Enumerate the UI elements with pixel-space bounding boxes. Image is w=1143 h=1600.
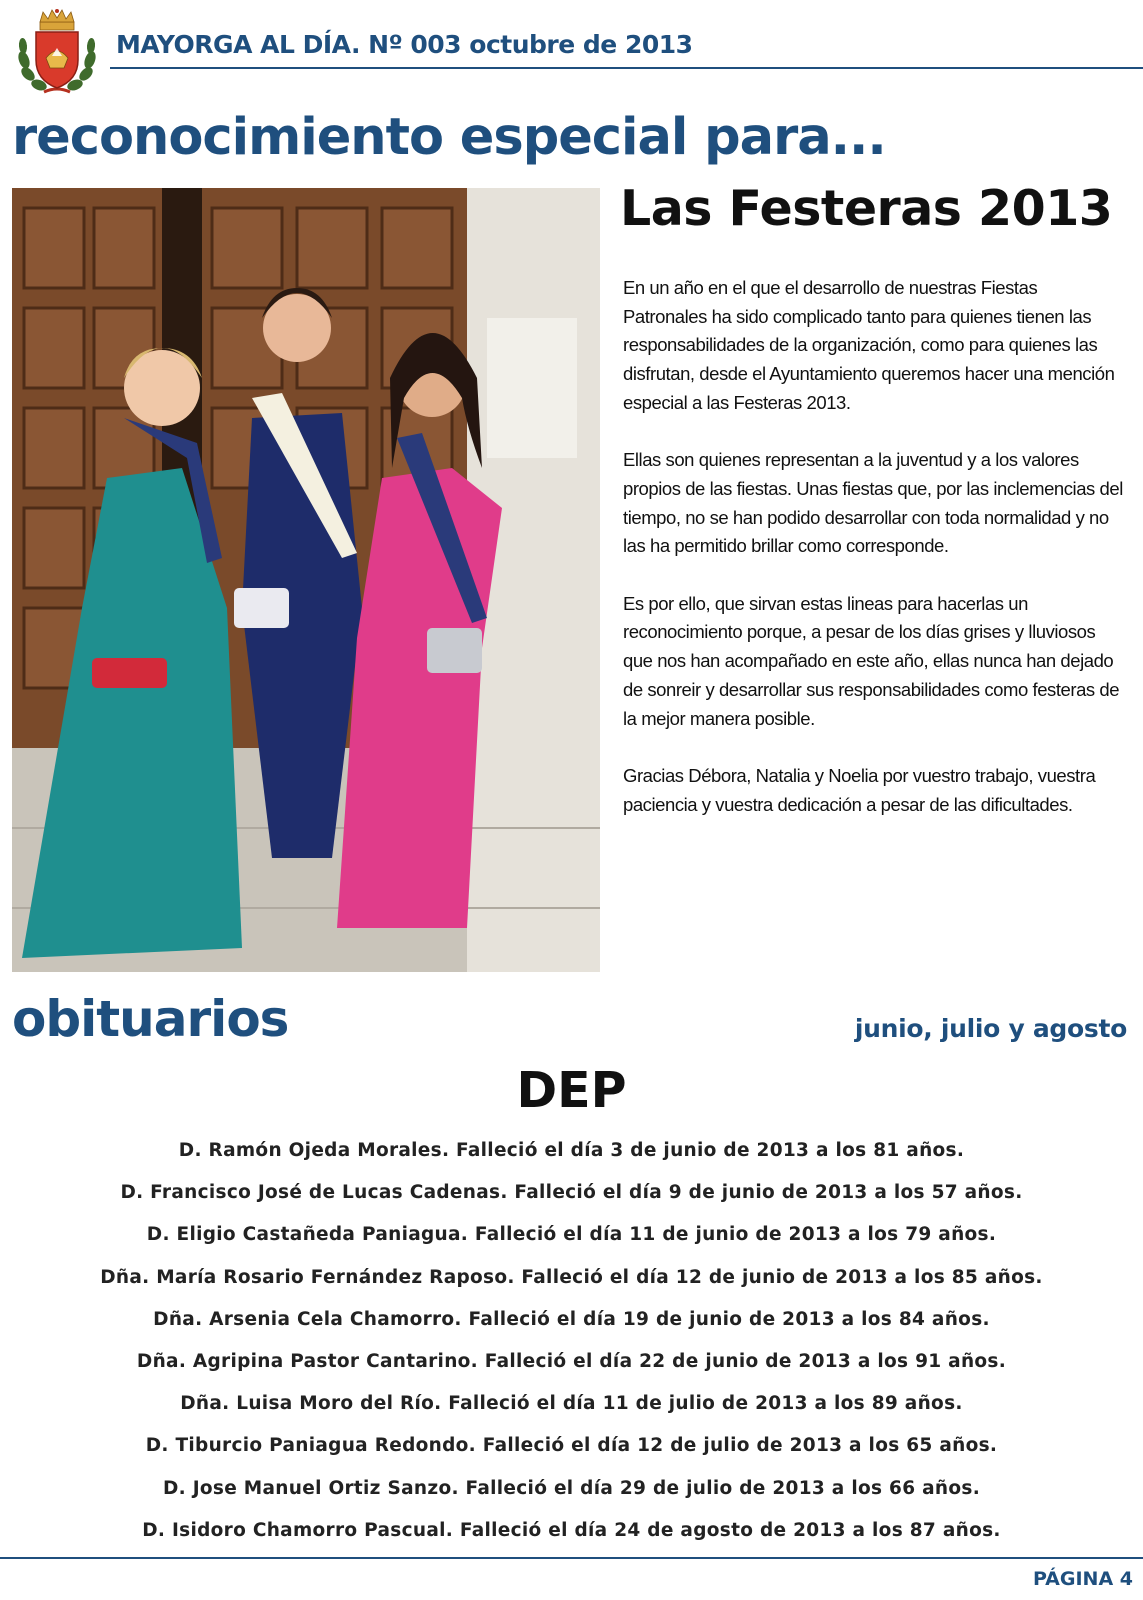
article-paragraph: Es por ello, que sirvan estas lineas para hacerlas un reconocimiento porque, a pesar de los días grises y lluviosos que nos han acompañado en este año, ellas nunca han dejado de sonreir y desarrollar sus responsabilidades como festeras de la mejor manera posible.	[623, 592, 1120, 729]
obituaries-heading: obituarios	[12, 990, 289, 1048]
obituary-entry: Dña. María Rosario Fernández Raposo. Falleció el día 12 de junio de 2013 a los 85 años.	[100, 1266, 1043, 1288]
header-divider	[110, 67, 1143, 69]
obituary-entry: D. Isidoro Chamorro Pascual. Falleció el día 24 de agosto de 2013 a los 87 años.	[142, 1519, 1001, 1541]
municipal-crest-logo	[14, 8, 100, 98]
section-heading: reconocimiento especial para...	[12, 108, 886, 167]
newsletter-header-title: MAYORGA AL DÍA. Nº 003 octubre de 2013	[116, 30, 693, 59]
article-title: Las Festeras 2013	[620, 180, 1113, 237]
festeras-group-photo	[12, 188, 600, 972]
obituary-entry: Dña. Arsenia Cela Chamorro. Falleció el día 19 de junio de 2013 a los 84 años.	[153, 1308, 990, 1330]
obituary-entry: D. Jose Manuel Ortiz Sanzo. Falleció el día 29 de julio de 2013 a los 66 años.	[162, 1477, 981, 1499]
article-body	[623, 274, 1123, 848]
obituary-entry: Dña. Agripina Pastor Cantarino. Falleció el día 22 de junio de 2013 a los 91 años.	[136, 1350, 1007, 1372]
obituary-entry: D. Eligio Castañeda Paniagua. Falleció el día 11 de junio de 2013 a los 79 años.	[146, 1224, 997, 1246]
footer-divider	[0, 1557, 1143, 1559]
obituary-entry: D. Tiburcio Paniagua Redondo. Falleció el día 12 de julio de 2013 a los 65 años.	[145, 1435, 998, 1457]
article-paragraph: Gracias Débora, Natalia y Noelia por vuestro trabajo, vuestra paciencia y vuestra dedicación a pesar de las dificultades.	[623, 764, 1096, 815]
obituary-entry: D. Francisco José de Lucas Cadenas. Falleció el día 9 de junio de 2013 a los 57 años.	[120, 1182, 1023, 1204]
article-paragraph: En un año en el que el desarrollo de nuestras Fiestas Patronales ha sido complicado tanto para quienes tienen las responsabilidades de la organización, como para quienes las disfrutan, desde el Ayuntamiento queremos hacer una mención especial a las Festeras 2013.	[623, 277, 1115, 413]
obituary-entry: D. Ramón Ojeda Morales. Falleció el día 3 de junio de 2013 a los 81 años.	[178, 1140, 965, 1161]
article-paragraph: Ellas son quienes representan a la juventud y a los valores propios de las fiestas. Unas fiestas que, por las inclemencias del tiempo, no se han podido desarrollar con toda normalidad y no las ha permitido brillar como corresponde.	[623, 449, 1123, 557]
page-number: PÁGINA 4	[1033, 1568, 1133, 1590]
dep-title: DEP	[516, 1062, 627, 1119]
obituaries-list	[0, 1140, 1143, 1562]
obituaries-period: junio, julio y agosto	[854, 1014, 1127, 1043]
obituary-entry: Dña. Luisa Moro del Río. Falleció el día 11 de julio de 2013 a los 89 años.	[180, 1393, 963, 1415]
